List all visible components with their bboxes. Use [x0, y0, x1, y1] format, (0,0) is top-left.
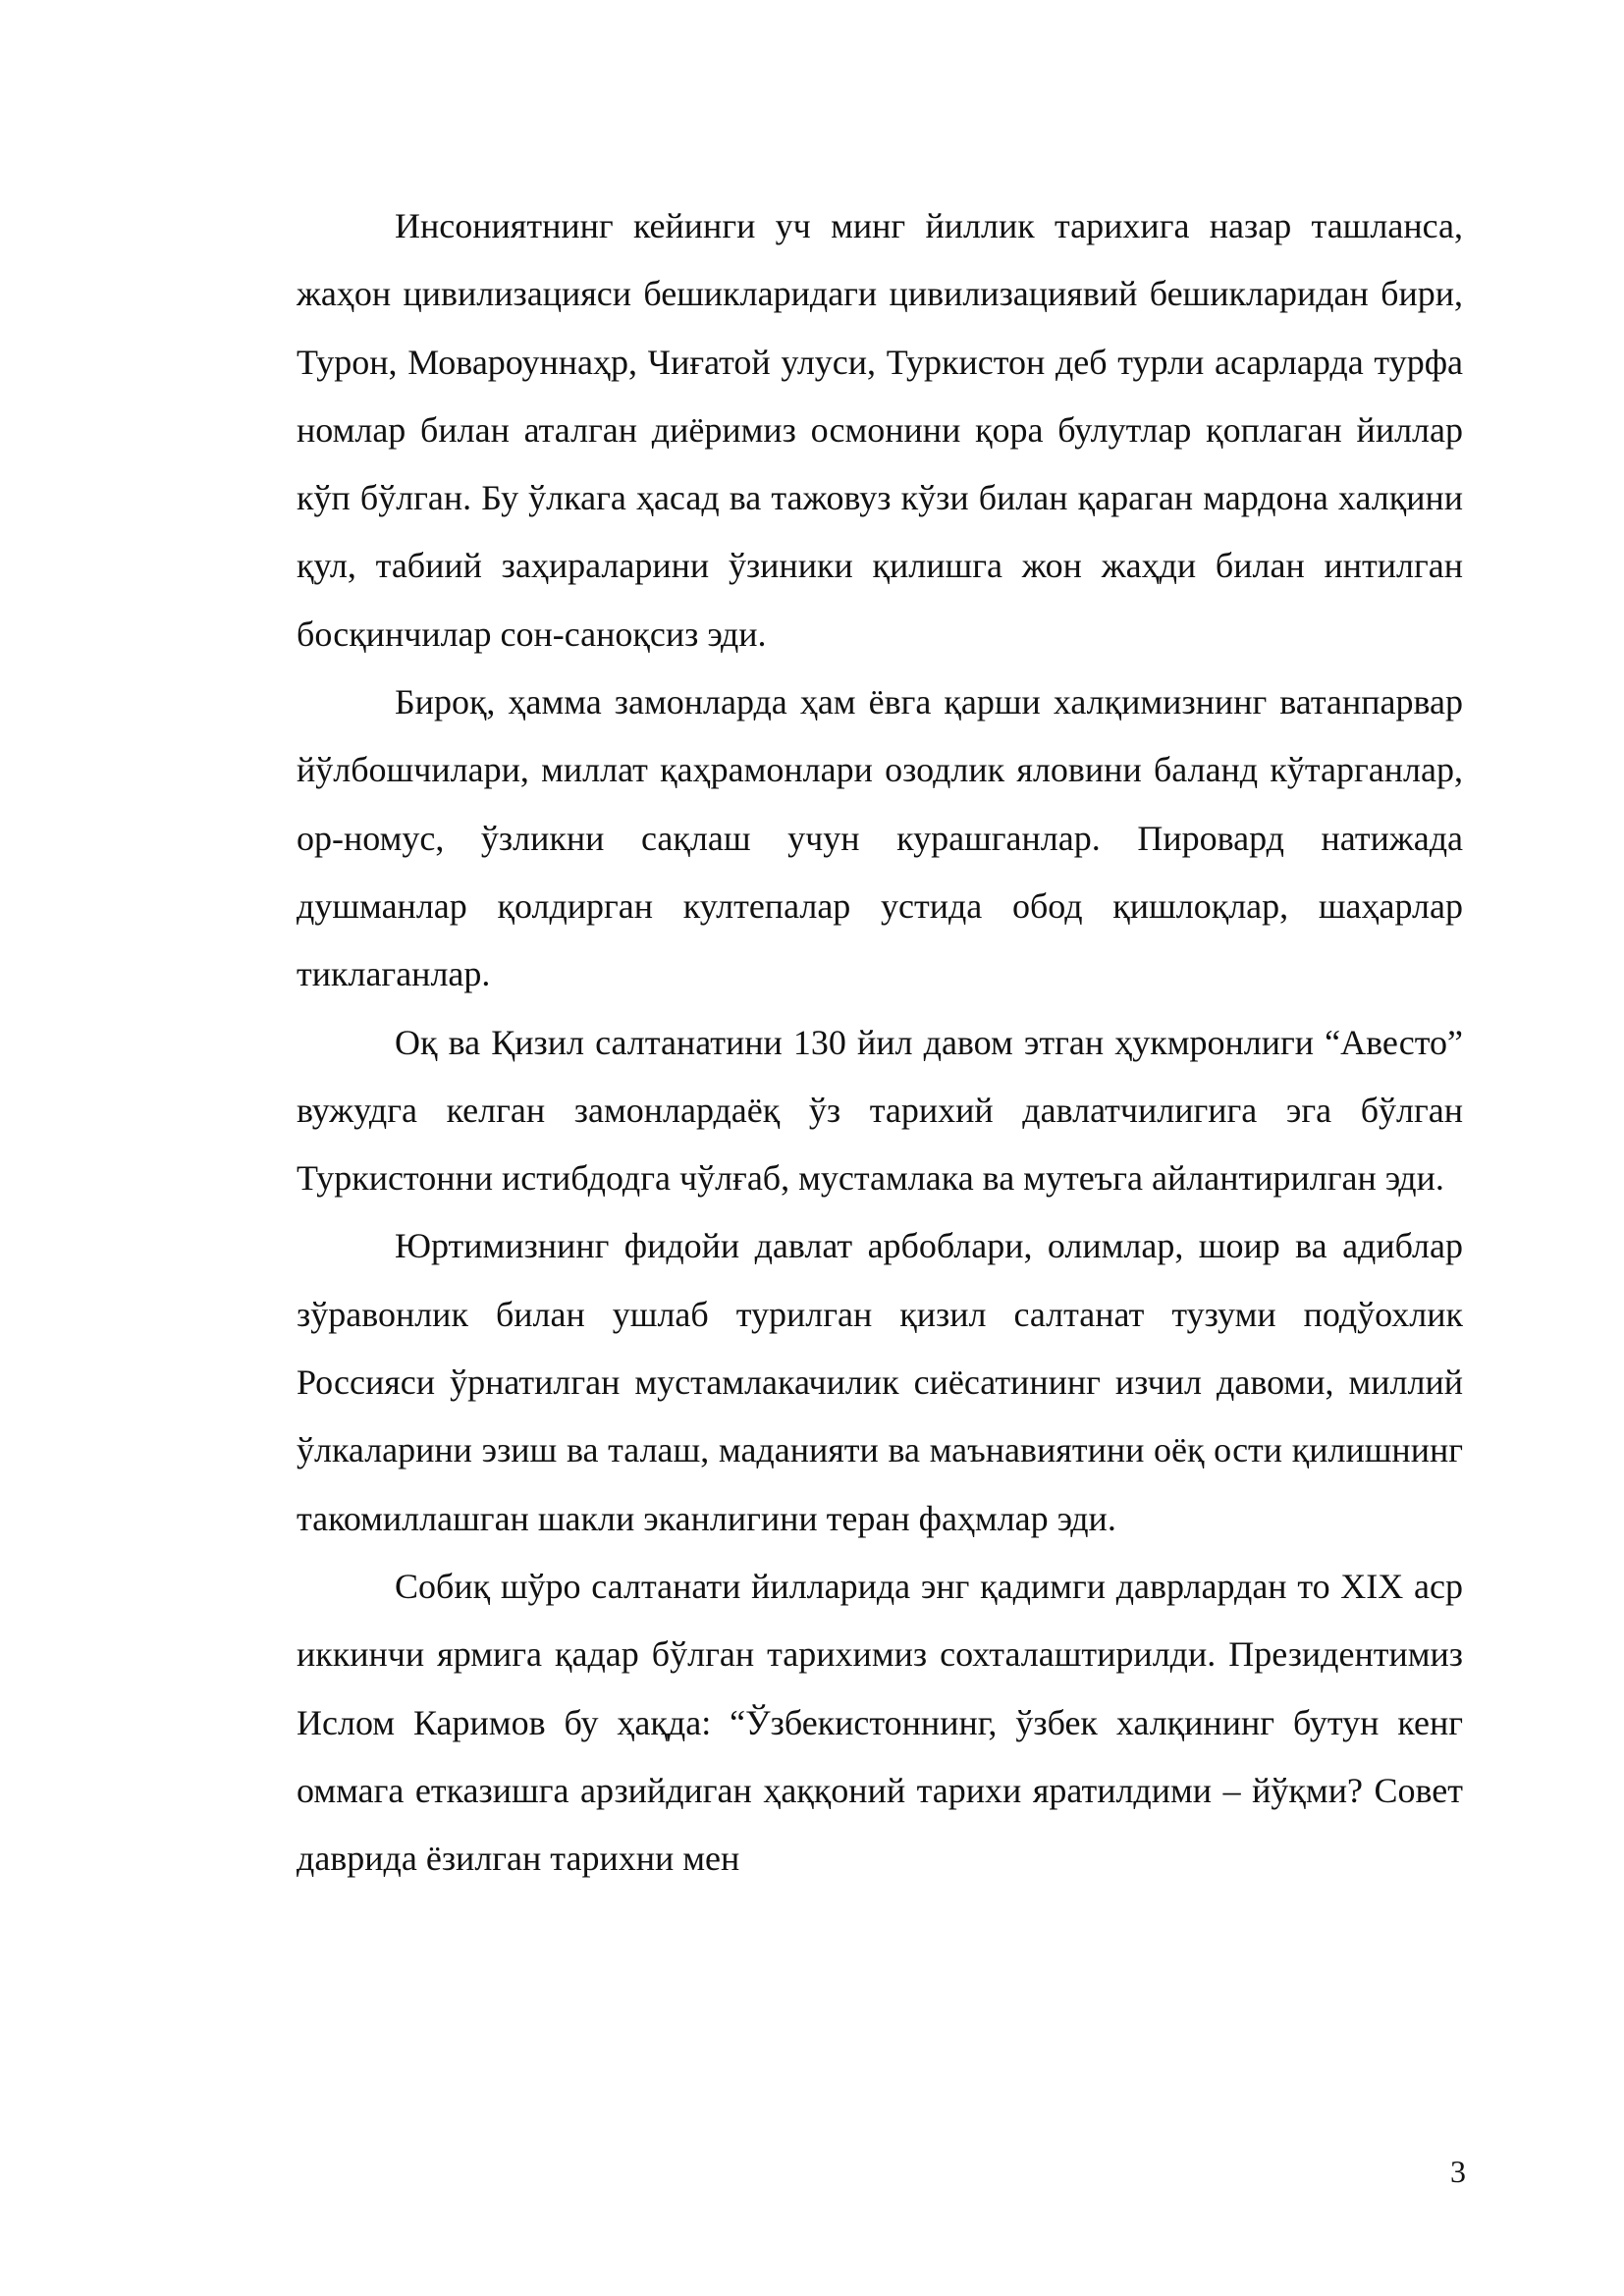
paragraph-4: Юртимизнинг фидойи давлат арбоблари, олимлар, шоир ва адиблар зўравонлик билан ушлаб турилган қизил салтанат тузуми подўохлик Россияси ўрнатилган мустамлакачилик сиёсатининг изчил давоми, миллий ўлкаларини эзиш ва талаш, маданияти ва маънавиятини оёқ ости қилишнинг такомиллашган шакли эканлигини теран фаҳмлар эди.: [297, 1226, 1463, 1538]
paragraph-5: Собиқ шўро салтанати йилларида энг қадимги даврлардан то XIX аср иккинчи ярмига қадар бўлган тарихимиз сохталаштирилди. Президентимиз Ислом Каримов бу ҳақда: “Ўзбекистоннинг, ўзбек халқининг бутун кенг оммага етказишга арзийдиган ҳаққоний тарихи яратилдими – йўқми? Совет даврида ёзилган тарихни мен: [297, 1566, 1463, 1879]
paragraph-3: Оқ ва Қизил салтанатини 130 йил давом этган ҳукмронлиги “Авесто” вужудга келган замонлардаёқ ўз тарихий давлатчилигига эга бўлган Туркистонни истибдодга чўлғаб, мустамлака ва мутеъга айлантирилган эди.: [297, 1022, 1463, 1199]
document-body: [297, 192, 1463, 1893]
page-number: 3: [1450, 2154, 1466, 2189]
paragraph-1: Инсониятнинг кейинги уч минг йиллик тарихига назар ташланса, жаҳон цивилизацияси бешикларидаги цивилизациявий бешикларидан бири, Турон, Мовароуннаҳр, Чиғатой улуси, Туркистон деб турли асарларда турфа номлар билан аталган диёримиз осмонини қора булутлар қоплаган йиллар кўп бўлган. Бу ўлкага ҳасад ва тажовуз кўзи билан қараган мардона халқини қул, табиий заҳираларини ўзиники қилишга жон жаҳди билан интилган босқинчилар сон-саноқсиз эди.: [297, 206, 1463, 654]
paragraph-2: Бироқ, ҳамма замонларда ҳам ёвга қарши халқимизнинг ватанпарвар йўлбошчилари, миллат қаҳрамонлари озодлик яловини баланд кўтарганлар, ор-номус, ўзликни сақлаш учун курашганлар. Пировард натижада душманлар қолдирган култепалар устида обод қишлоқлар, шаҳарлар тиклаганлар.: [297, 682, 1463, 994]
